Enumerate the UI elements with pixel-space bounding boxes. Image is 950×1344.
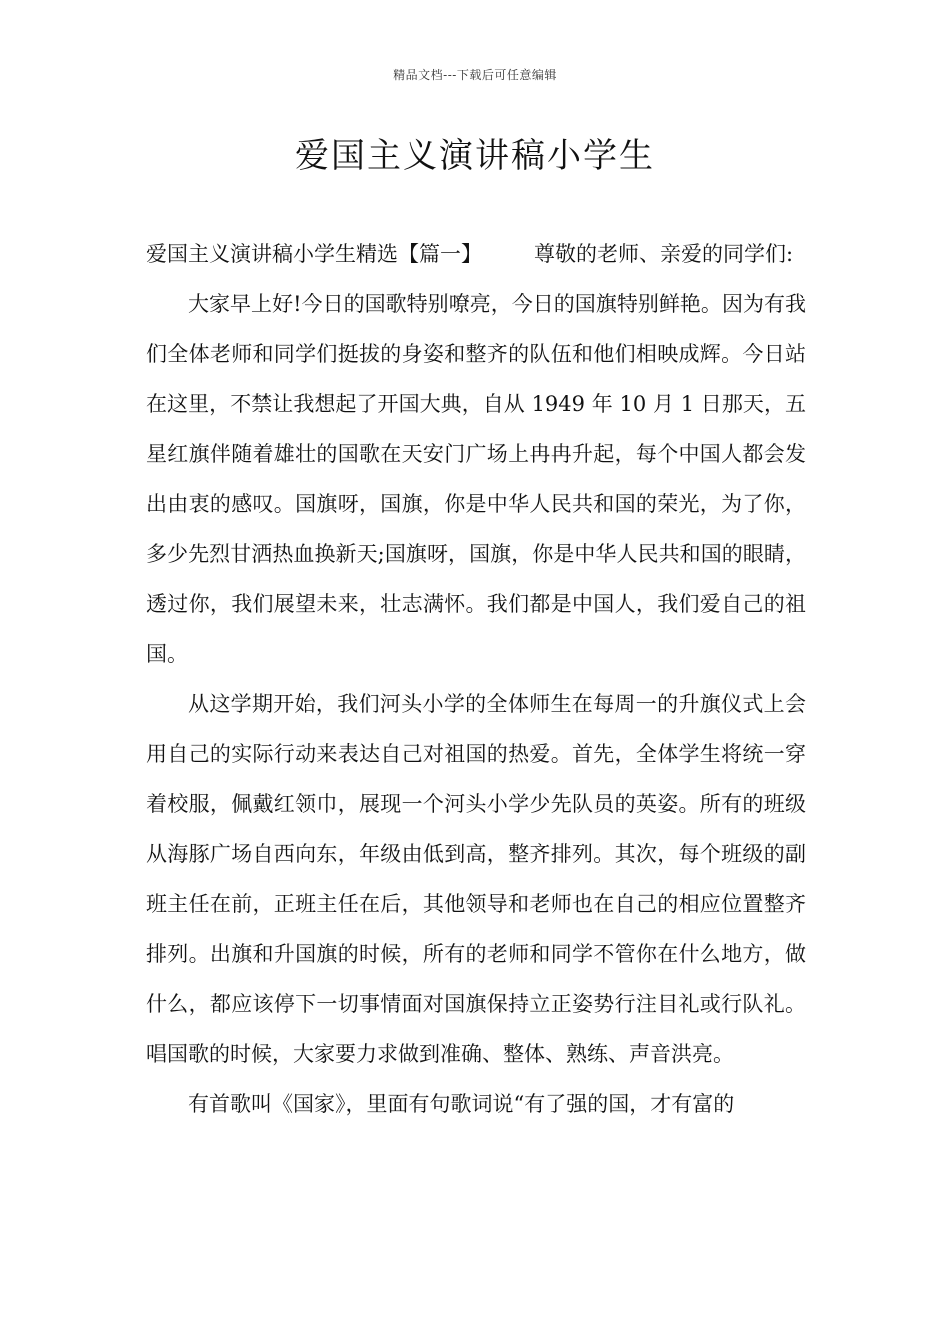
body-paragraph-1: 大家早上好!今日的国歌特别嘹亮，今日的国旗特别鲜艳。因为有我们全体老师和同学们挺拔的身姿和整齐的队伍和他们相映成辉。今日站在这里，不禁让我想起了开国大典，自从 1949 年 10 月 1 日那天，五星红旗伴随着雄壮的国歌在天安门广场上冉冉升起，每个中国人都会发出由衷的感叹。国旗呀，国旗，你是中华人民共和国的荣光，为了你，多少先烈甘洒热血换新天;国旗呀，国旗，你是中华人民共和国的眼睛，透过你，我们展望未来，壮志满怀。我们都是中国人，我们爱自己的祖国。 bbox=[146, 292, 806, 666]
body-paragraph-3: 有首歌叫《国家》，里面有句歌词说“有了强的国，才有富的 bbox=[188, 1092, 735, 1116]
body-paragraph-2: 从这学期开始，我们河头小学的全体师生在每周一的升旗仪式上会用自己的实际行动来表达自己对祖国的热爱。首先，全体学生将统一穿着校服，佩戴红领巾，展现一个河头小学少先队员的英姿。所有的班级从海豚广场自西向东，年级由低到高，整齐排列。其次，每个班级的副班主任在前，正班主任在后，其他领导和老师也在自己的相应位置整齐排列。出旗和升国旗的时候，所有的老师和同学不管你在什么地方，做什么，都应该停下一切事情面对国旗保持立正姿势行注目礼或行队礼。唱国歌的时候，大家要力求做到准确、整体、熟练、声音洪亮。 bbox=[146, 692, 806, 1066]
document-body bbox=[146, 229, 806, 1129]
section-heading: 爱国主义演讲稿小学生精选【篇一】 bbox=[146, 242, 482, 266]
opening-paragraph bbox=[146, 229, 806, 279]
header-note: 精品文档---下载后可任意编辑 bbox=[393, 68, 557, 82]
document-title: 爱国主义演讲稿小学生 bbox=[295, 136, 655, 176]
salutation: 尊敬的老师、亲爱的同学们: bbox=[534, 242, 794, 266]
